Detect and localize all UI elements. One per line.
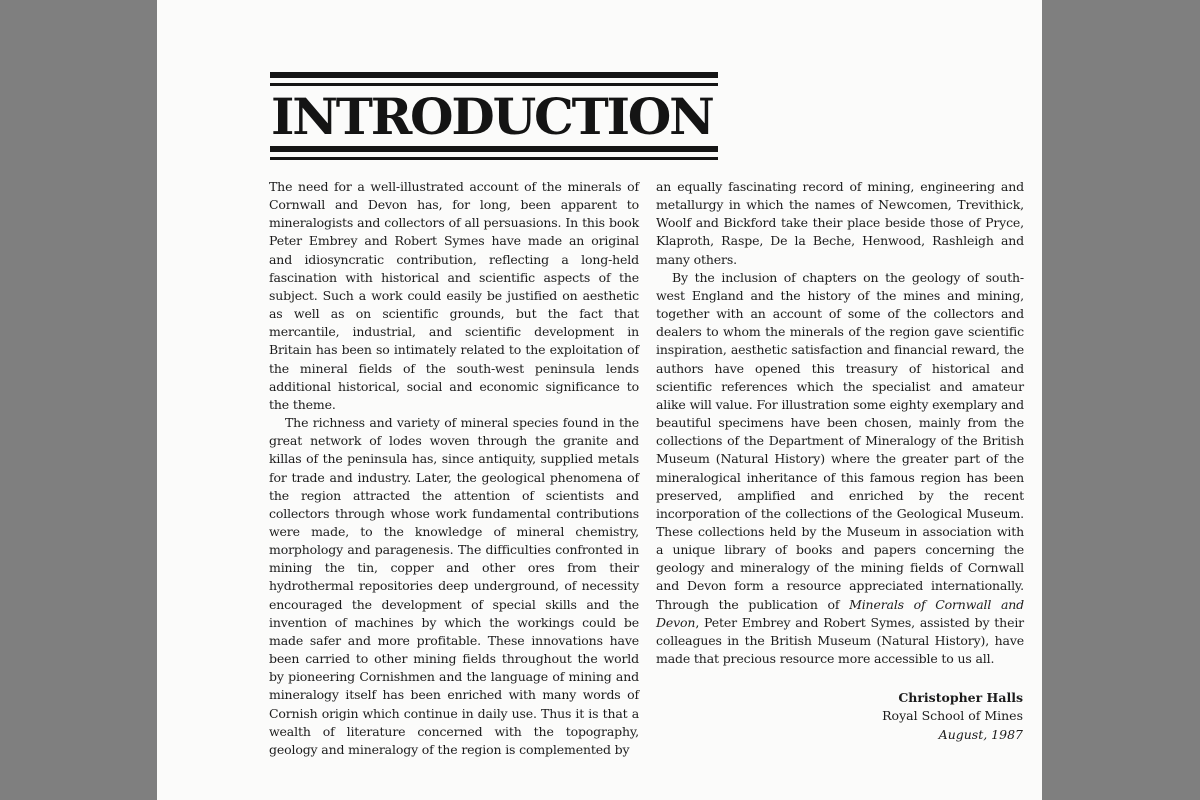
heading-rule-top (270, 72, 718, 86)
signature-block (797, 689, 1023, 744)
right-paragraph-2-text-before: By the inclusion of chapters on the geology of south-west England and the history of the mines and mining, together with an account of some of the collectors and dealers to whom the minerals of the region gave scientific inspiration, aesthetic satisfaction and financial reward, the authors have opened this treasury of historical and scientific references which the specialist and amateur alike will value. For illustration some eighty exemplary and beautiful specimens have been chosen, mainly from the collections of the Department of Mineralogy of the British Museum (Natural History) where the greater part of the mineralogical inheritance of this famous region has been preserved, amplified and enriched by the recent incorporation of the collections of the Geological Museum. These collections held by the Museum in association with a unique library of books and papers concerning the geology and mineralogy of the mining fields of Cornwall and Devon form a resource appreciated internationally. Through the publication of (656, 269, 1024, 612)
page-title: INTRODUCTION (271, 87, 713, 146)
author-institution: Royal School of Mines (882, 708, 1023, 724)
heading-rule-bottom (270, 146, 718, 160)
right-paragraph-2-text-after: , Peter Embrey and Robert Symes, assisted by their colleagues in the British Museum (Natural History), have made that precious resource more accessible to us all. (656, 614, 1024, 667)
right-paragraph-2 (656, 269, 1024, 668)
right-text-column (656, 178, 1024, 668)
right-paragraph-1: an equally fascinating record of mining, engineering and metallurgy in which the names of Newcomen, Trevithick, Woolf and Bickford take their place beside those of Pryce, Klaproth, Raspe, De la Beche, Henwood, Rashleigh and many others. (656, 179, 1024, 267)
author-name: Christopher Halls (898, 690, 1023, 705)
book-title: Minerals of Cornwall and Devon (656, 596, 1025, 630)
left-paragraph-1: The need for a well-illustrated account of the minerals of Cornwall and Devon has, for long, been apparent to mineralogists and collectors of all persuasions. In this book Peter Embrey and Robert Symes have made an original and idiosyncratic contribution, reflecting a long-held fascination with historical and scientific aspects of the subject. Such a work could easily be justified on aesthetic as well as on scientific grounds, but the fact that mercantile, industrial, and scientific development in Britain has been so intimately related to the exploitation of the mineral fields of the south-west peninsula lends additional historical, social and economic significance to the theme. (269, 179, 639, 412)
left-text-column (269, 178, 639, 759)
book-page (157, 0, 1042, 800)
signature-date: August, 1987 (938, 726, 1023, 742)
left-paragraph-2: The richness and variety of mineral species found in the great network of lodes woven through the granite and killas of the peninsula has, since antiquity, supplied metals for trade and industry. Later, the geological phenomena of the region attracted the attention of scientists and collectors through whose work fundamental contributions were made, to the knowledge of mineral chemistry, morphology and paragenesis. The difficulties confronted in mining the tin, copper and other ores from their hydrothermal repositories deep underground, of necessity encouraged the development of special skills and the invention of machines by which the workings could be made safer and more profitable. These innovations have been carried to other mining fields throughout the world by pioneering Cornishmen and the language of mining and mineralogy itself has been enriched with many words of Cornish origin which continue in daily use. Thus it is that a wealth of literature concerned with the topography, geology and mineralogy of the region is complemented by (269, 415, 639, 757)
